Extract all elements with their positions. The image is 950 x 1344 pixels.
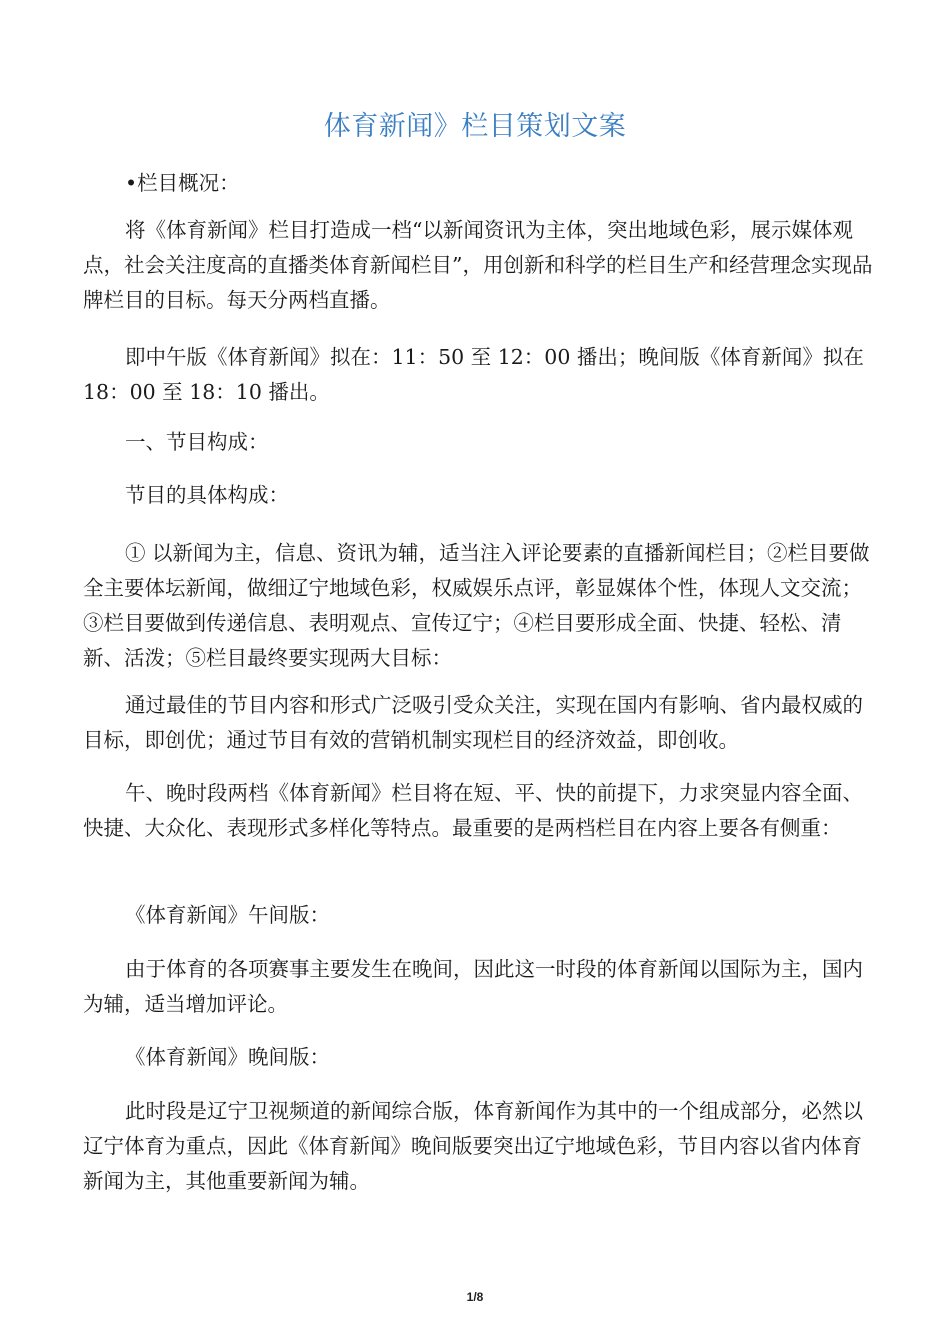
paragraph-section-heading: 一、节目构成：: [125, 430, 269, 454]
paragraph-evening-heading: 《体育新闻》晚间版：: [125, 1045, 330, 1069]
paragraph-noon-body: 由于体育的各项赛事主要发生在晚间，因此这一时段的体育新闻以国际为主，国内为辅，适当增加评论。: [83, 957, 863, 1016]
paragraph-features: 午、晚时段两档《体育新闻》栏目将在短、平、快的前提下，力求突显内容全面、快捷、大众化、表现形式多样化等特点。最重要的是两档栏目在内容上要各有侧重：: [83, 781, 863, 840]
paragraph-composition-list: ① 以新闻为主，信息、资讯为辅，适当注入评论要素的直播新闻栏目；②栏目要做全主要体坛新闻，做细辽宁地域色彩，权威娱乐点评，彰显媒体个性，体现人文交流；③栏目要做到传递信息、表明观点、宣传辽宁；④栏目要形成全面、快捷、轻松、清新、活泼；⑤栏目最终要实现两大目标：: [83, 541, 870, 670]
page-number: 1/8: [466, 1290, 484, 1304]
paragraph-overview-body: 将《体育新闻》栏目打造成一档“以新闻资讯为主体，突出地域色彩，展示媒体观点，社会关注度高的直播类体育新闻栏目”，用创新和科学的栏目生产和经营理念实现品牌栏目的目标。每天分两档直播。: [83, 218, 873, 312]
paragraph-noon-heading: 《体育新闻》午间版：: [125, 903, 330, 927]
paragraph-composition-heading: 节目的具体构成：: [125, 483, 289, 507]
paragraph-schedule: 即中午版《体育新闻》拟在：11：50 至 12：00 播出；晚间版《体育新闻》拟在 18：00 至 18：10 播出。: [83, 345, 864, 404]
paragraph-goals: 通过最佳的节目内容和形式广泛吸引受众关注，实现在国内有影响、省内最权威的目标，即创优；通过节目有效的营销机制实现栏目的经济效益，即创收。: [83, 693, 863, 752]
paragraph-overview-heading: •栏目概况：: [125, 171, 240, 195]
document-title: 体育新闻》栏目策划文案: [323, 111, 627, 142]
paragraph-evening-body: 此时段是辽宁卫视频道的新闻综合版，体育新闻作为其中的一个组成部分，必然以辽宁体育为重点，因此《体育新闻》晚间版要突出辽宁地域色彩，节目内容以省内体育新闻为主，其他重要新闻为辅。: [83, 1099, 863, 1193]
